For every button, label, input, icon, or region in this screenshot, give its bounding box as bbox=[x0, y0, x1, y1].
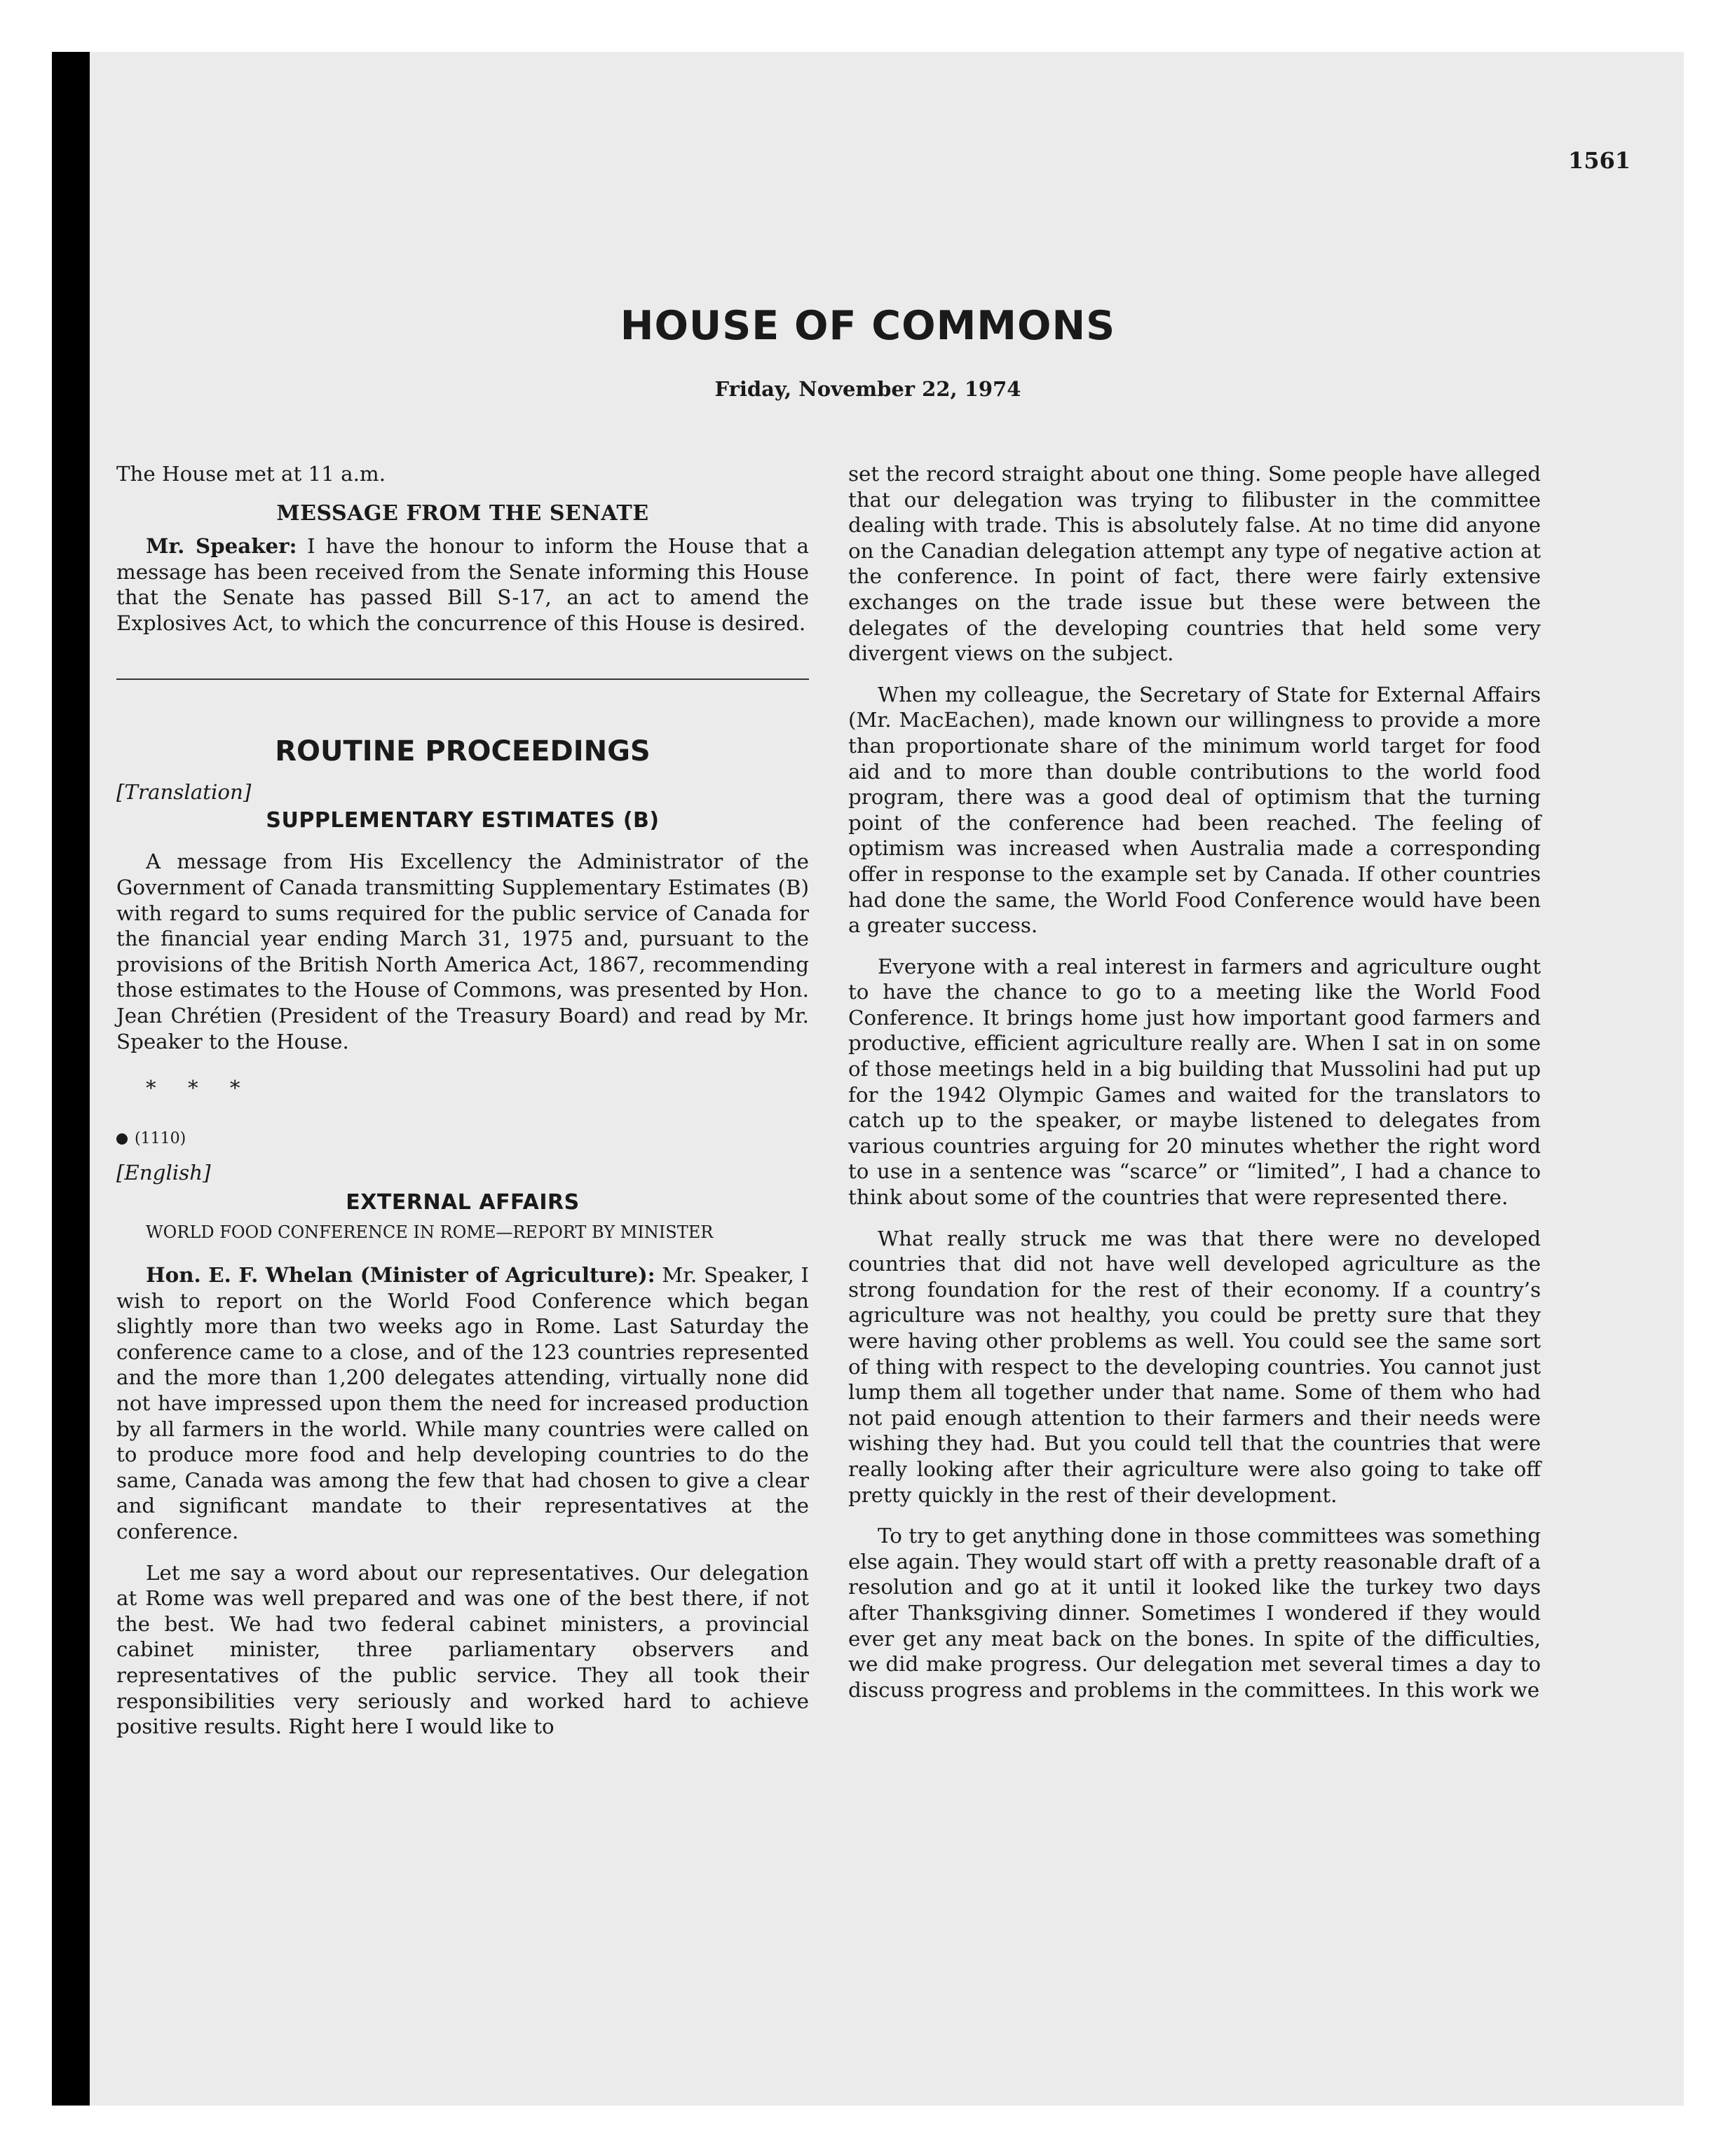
left-column bbox=[116, 461, 809, 1740]
report-subheading: WORLD FOOD CONFERENCE IN ROME—REPORT BY MINISTER bbox=[146, 1222, 714, 1243]
minister-name: Hon. E. F. Whelan (Minister of Agriculture): bbox=[146, 1262, 655, 1288]
translation-label: [Translation] bbox=[116, 780, 252, 805]
committees-paragraph: To try to get anything done in those committees was something else again. They would start off with a pretty reasonable draft of a resolution and go at it until it looked like the turkey two days after Thanksgiving dinner. Sometimes I wondered if they would ever get any meat back on the bones. In spite of the difficulties, we did make progress. Our delegation met several times a day to discuss progress and problems in the committees. In this work we bbox=[848, 1524, 1541, 1702]
struck-paragraph: What really struck me was that there were no developed countries that did not have well developed agriculture as the strong foundation for the rest of their economy. If a country’s agriculture was not healthy, you could be pretty sure that they were having other problems as well. You could see the same sort of thing with respect to the developing countries. You cannot just lump them all together under that name. Some of them who had not paid enough attention to their farmers and their needs were wishing they had. But you could tell that the countries that were really looking after their agriculture were also going to take off pretty quickly in the rest of their development. bbox=[848, 1226, 1541, 1507]
everyone-paragraph: Everyone with a real interest in farmers and agriculture ought to have the chance to go to a meeting like the World Food Conference. It brings home just how important good farmers and productive, efficient agriculture really are. When I sat in on some of those meetings held in a big building that Mussolini had put up for the 1942 Olympic Games and waited for the translators to catch up to the speaker, or maybe listened to delegates from various countries arguing for 20 minutes whether the right word to use in a sentence was “scarce” or “limited”, I had a chance to think about some of the countries that were represented there. bbox=[848, 954, 1541, 1210]
page-number: 1561 bbox=[1567, 147, 1631, 174]
section-divider bbox=[116, 678, 809, 680]
english-label: [English] bbox=[116, 1161, 211, 1185]
page-title: HOUSE OF COMMONS bbox=[620, 303, 1116, 349]
opening-line: The House met at 11 a.m. bbox=[116, 462, 386, 486]
right-column bbox=[848, 461, 1541, 1703]
record-paragraph: set the record straight about one thing. Some people have alleged that our delegation was trying to filibuster in the committee dealing with trade. This is absolutely false. At no time did anyone on the Canadian delegation attempt any type of negative action at the conference. In point of fact, there were fairly extensive exchanges on the trade issue but these were between the delegates of the developing countries that held some very divergent views on the subject. bbox=[848, 462, 1541, 666]
minister-statement-text: Mr. Speaker, I wish to report on the World Food Conference which began slightly more than two weeks ago in Rome. Last Saturday the conference came to a close, and of the 123 countries represented and the more than 1,200 delegates attending, virtually none did not have impressed upon them the need for increased production by all farmers in the world. While many countries were called on to produce more food and help developing countries to do the same, Canada was among the few that had chosen to give a clear and significant mandate to their representatives at the conference. bbox=[116, 1263, 809, 1543]
speaker-label: Mr. Speaker: bbox=[146, 533, 297, 559]
section-stars: * * * bbox=[146, 1076, 253, 1100]
senate-heading: MESSAGE FROM THE SENATE bbox=[276, 500, 649, 526]
routine-proceedings-heading: ROUTINE PROCEEDINGS bbox=[275, 735, 651, 767]
supplementary-estimates-heading: SUPPLEMENTARY ESTIMATES (B) bbox=[266, 807, 660, 833]
sitting-date: Friday, November 22, 1974 bbox=[714, 377, 1021, 401]
bullet-icon bbox=[116, 1133, 128, 1145]
colleague-paragraph: When my colleague, the Secretary of State for External Affairs (Mr. MacEachen), made known our willingness to provide a more than proportionate share of the minimum world target for food aid and to more than double contributions to the world food program, there was a good deal of optimism that the turning point of the conference had been reached. The feeling of optimism was increased when Australia made a corresponding offer in response to the example set by Canada. If other countries had done the same, the World Food Conference would have been a greater success. bbox=[848, 682, 1541, 938]
time-marker bbox=[116, 1126, 809, 1152]
supplementary-estimates-paragraph: A message from His Excellency the Administrator of the Government of Canada transmitting Supplementary Estimates (B) with regard to sums required for the public service of Canada for the financial year ending March 31, 1975 and, pursuant to the provisions of the British North America Act, 1867, recommending those estimates to the House of Commons, was presented by Hon. Jean Chrétien (President of the Treasury Board) and read by Mr. Speaker to the House. bbox=[116, 850, 809, 1053]
external-affairs-heading: EXTERNAL AFFAIRS bbox=[346, 1189, 580, 1215]
scan-binding-edge bbox=[52, 52, 90, 2106]
time-marker-text: (1110) bbox=[135, 1129, 186, 1147]
senate-message-paragraph bbox=[116, 533, 809, 636]
representatives-paragraph: Let me say a word about our representatives. Our delegation at Rome was well prepared and was one of the best there, if not the best. We had two federal cabinet ministers, a provincial cabinet minister, three parliamentary observers and representatives of the public service. They all took their responsibilities very seriously and worked hard to achieve positive results. Right here I would like to bbox=[116, 1560, 809, 1739]
minister-statement-paragraph bbox=[116, 1262, 809, 1545]
senate-message-text: I have the honour to inform the House that a message has been received from the Senate informing this House that the Senate has passed Bill S-17, an act to amend the Explosives Act, to which the concurrence of this House is desired. bbox=[116, 534, 809, 635]
